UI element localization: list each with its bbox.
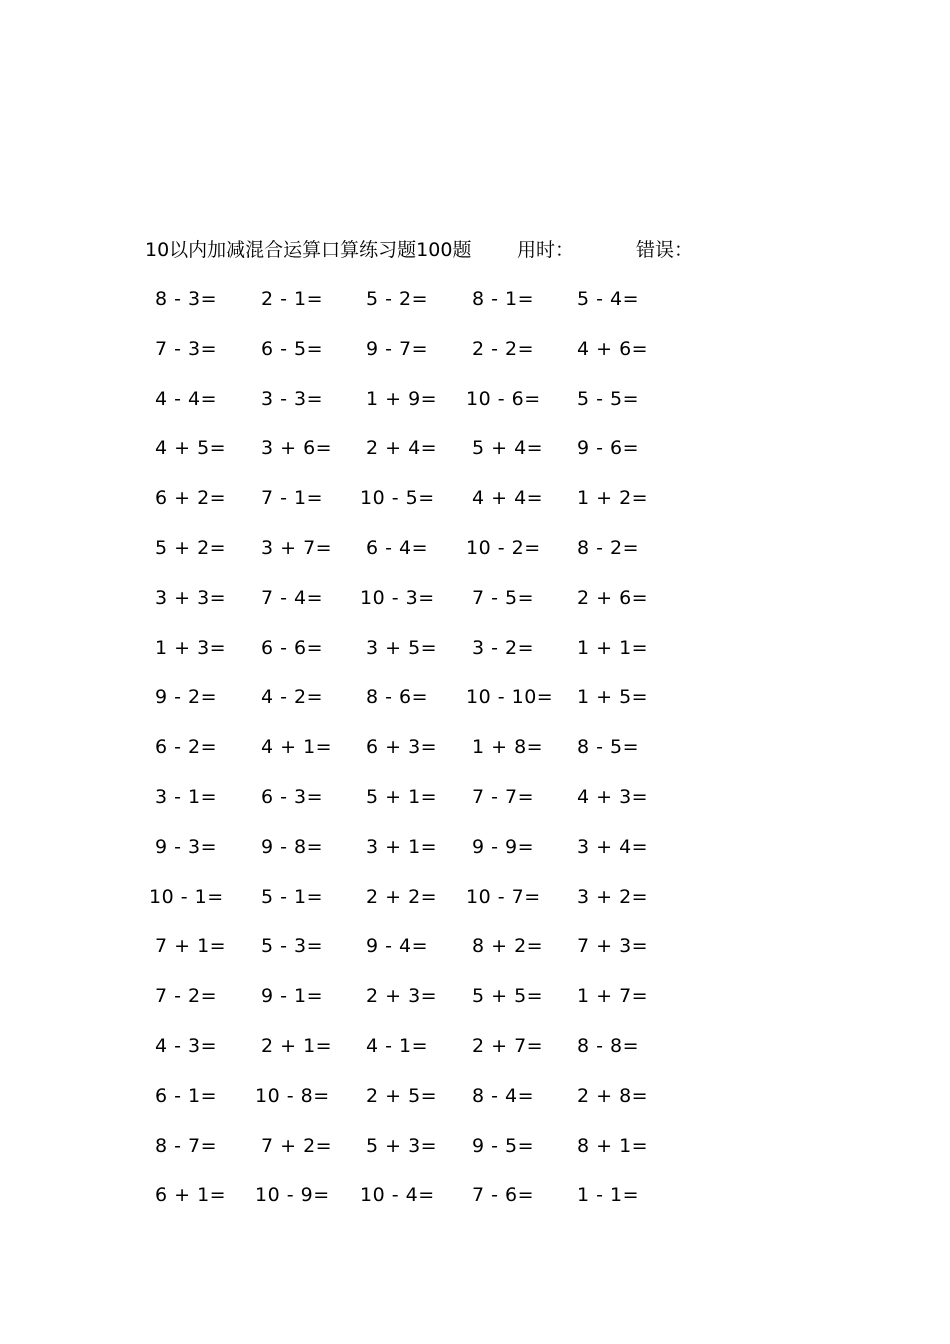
- arithmetic-problem: 8 - 1=: [472, 288, 535, 310]
- arithmetic-problem: 3 - 1=: [155, 785, 218, 808]
- arithmetic-problem: 3 + 6=: [261, 437, 333, 460]
- arithmetic-problem: 8 - 2=: [577, 536, 640, 559]
- arithmetic-problem: 4 + 3=: [577, 785, 649, 808]
- problem-row: [0, 882, 950, 932]
- arithmetic-problem: 7 + 1=: [155, 935, 227, 958]
- arithmetic-problem: 8 + 1=: [577, 1134, 649, 1157]
- arithmetic-problem: 4 + 4=: [472, 487, 544, 510]
- arithmetic-problem: 5 + 4=: [472, 437, 544, 460]
- arithmetic-problem: 4 - 3=: [155, 1034, 218, 1057]
- arithmetic-problem: 10 - 6=: [466, 387, 541, 410]
- time-used-label: 用时：: [517, 239, 575, 261]
- arithmetic-problem: 10 - 8=: [255, 1084, 330, 1107]
- arithmetic-problem: 2 + 1=: [261, 1034, 333, 1057]
- problem-row: [0, 782, 950, 832]
- arithmetic-problem: 5 - 2=: [366, 288, 429, 310]
- problem-row: [0, 384, 950, 434]
- arithmetic-problem: 9 - 2=: [155, 686, 218, 709]
- problem-row: [0, 483, 950, 533]
- arithmetic-problem: 8 - 8=: [577, 1034, 640, 1057]
- arithmetic-problem: 9 - 7=: [366, 337, 429, 360]
- arithmetic-problem: 7 - 4=: [261, 586, 324, 609]
- arithmetic-problem: 9 - 5=: [472, 1134, 535, 1157]
- arithmetic-problem: 9 - 1=: [261, 985, 324, 1008]
- problem-row: [0, 633, 950, 683]
- arithmetic-problem: 5 - 3=: [261, 935, 324, 958]
- arithmetic-problem: 2 + 8=: [577, 1084, 649, 1107]
- problem-row: [0, 533, 950, 583]
- problem-row: [0, 1031, 950, 1081]
- arithmetic-problem: 8 - 4=: [472, 1084, 535, 1107]
- arithmetic-problem: 2 - 2=: [472, 337, 535, 360]
- arithmetic-problem: 3 + 3=: [155, 586, 227, 609]
- problem-row: [0, 981, 950, 1031]
- arithmetic-problem: 8 - 7=: [155, 1134, 218, 1157]
- worksheet-title: 10以内加减混合运算口算练习题100题: [145, 239, 472, 261]
- arithmetic-problem: 10 - 10=: [466, 686, 554, 709]
- arithmetic-problem: 7 - 2=: [155, 985, 218, 1008]
- arithmetic-problem: 1 - 1=: [577, 1184, 640, 1207]
- arithmetic-problem: 5 - 5=: [577, 387, 640, 410]
- arithmetic-problem: 5 + 2=: [155, 536, 227, 559]
- arithmetic-problem: 1 + 9=: [366, 387, 438, 410]
- arithmetic-problem: 2 + 2=: [366, 885, 438, 908]
- problem-row: [0, 583, 950, 633]
- arithmetic-problem: 8 - 3=: [155, 288, 218, 310]
- arithmetic-problem: 2 + 3=: [366, 985, 438, 1008]
- arithmetic-problem: 4 + 5=: [155, 437, 227, 460]
- arithmetic-problem: 7 + 2=: [261, 1134, 333, 1157]
- arithmetic-problem: 10 - 2=: [466, 536, 541, 559]
- arithmetic-problem: 4 - 2=: [261, 686, 324, 709]
- problem-row: [0, 1081, 950, 1131]
- problem-grid: [0, 284, 950, 1230]
- arithmetic-problem: 9 - 9=: [472, 835, 535, 858]
- problem-row: [0, 334, 950, 384]
- arithmetic-problem: 2 + 4=: [366, 437, 438, 460]
- problem-row: [0, 1180, 950, 1230]
- arithmetic-problem: 1 + 2=: [577, 487, 649, 510]
- arithmetic-problem: 1 + 5=: [577, 686, 649, 709]
- problem-row: [0, 931, 950, 981]
- arithmetic-problem: 5 - 4=: [577, 288, 640, 310]
- arithmetic-problem: 7 - 3=: [155, 337, 218, 360]
- arithmetic-problem: 3 + 1=: [366, 835, 438, 858]
- problem-row: [0, 732, 950, 782]
- problem-row: [0, 433, 950, 483]
- arithmetic-problem: 6 - 2=: [155, 736, 218, 759]
- arithmetic-problem: 5 + 5=: [472, 985, 544, 1008]
- arithmetic-problem: 6 - 3=: [261, 785, 324, 808]
- arithmetic-problem: 6 - 1=: [155, 1084, 218, 1107]
- arithmetic-problem: 4 - 4=: [155, 387, 218, 410]
- error-count-label: 错误：: [636, 239, 694, 261]
- arithmetic-problem: 5 + 3=: [366, 1134, 438, 1157]
- arithmetic-problem: 6 + 1=: [155, 1184, 227, 1207]
- problem-row: [0, 284, 950, 334]
- arithmetic-problem: 4 + 1=: [261, 736, 333, 759]
- arithmetic-problem: 2 + 5=: [366, 1084, 438, 1107]
- arithmetic-problem: 10 - 9=: [255, 1184, 330, 1207]
- arithmetic-problem: 6 - 5=: [261, 337, 324, 360]
- arithmetic-problem: 1 + 8=: [472, 736, 544, 759]
- arithmetic-problem: 5 + 1=: [366, 785, 438, 808]
- arithmetic-problem: 2 + 6=: [577, 586, 649, 609]
- arithmetic-problem: 4 - 1=: [366, 1034, 429, 1057]
- problem-row: [0, 832, 950, 882]
- arithmetic-problem: 6 - 6=: [261, 636, 324, 659]
- arithmetic-problem: 7 - 7=: [472, 785, 535, 808]
- arithmetic-problem: 10 - 3=: [360, 586, 435, 609]
- arithmetic-problem: 5 - 1=: [261, 885, 324, 908]
- arithmetic-problem: 7 - 1=: [261, 487, 324, 510]
- arithmetic-problem: 7 - 6=: [472, 1184, 535, 1207]
- arithmetic-problem: 8 - 5=: [577, 736, 640, 759]
- arithmetic-problem: 3 - 3=: [261, 387, 324, 410]
- arithmetic-problem: 10 - 7=: [466, 885, 541, 908]
- problem-row: [0, 682, 950, 732]
- arithmetic-problem: 2 + 7=: [472, 1034, 544, 1057]
- arithmetic-problem: 9 - 8=: [261, 835, 324, 858]
- arithmetic-problem: 4 + 6=: [577, 337, 649, 360]
- arithmetic-problem: 3 - 2=: [472, 636, 535, 659]
- arithmetic-problem: 6 - 4=: [366, 536, 429, 559]
- arithmetic-problem: 3 + 2=: [577, 885, 649, 908]
- arithmetic-problem: 1 + 3=: [155, 636, 227, 659]
- arithmetic-problem: 10 - 5=: [360, 487, 435, 510]
- arithmetic-problem: 7 - 5=: [472, 586, 535, 609]
- arithmetic-problem: 1 + 1=: [577, 636, 649, 659]
- arithmetic-problem: 3 + 5=: [366, 636, 438, 659]
- arithmetic-problem: 9 - 6=: [577, 437, 640, 460]
- arithmetic-problem: 10 - 1=: [149, 885, 224, 908]
- arithmetic-problem: 2 - 1=: [261, 288, 324, 310]
- arithmetic-problem: 7 + 3=: [577, 935, 649, 958]
- arithmetic-problem: 8 - 6=: [366, 686, 429, 709]
- arithmetic-problem: 8 + 2=: [472, 935, 544, 958]
- arithmetic-problem: 9 - 4=: [366, 935, 429, 958]
- arithmetic-problem: 6 + 2=: [155, 487, 227, 510]
- arithmetic-problem: 10 - 4=: [360, 1184, 435, 1207]
- arithmetic-problem: 3 + 4=: [577, 835, 649, 858]
- problem-row: [0, 1131, 950, 1181]
- arithmetic-problem: 6 + 3=: [366, 736, 438, 759]
- arithmetic-problem: 3 + 7=: [261, 536, 333, 559]
- arithmetic-problem: 9 - 3=: [155, 835, 218, 858]
- arithmetic-problem: 1 + 7=: [577, 985, 649, 1008]
